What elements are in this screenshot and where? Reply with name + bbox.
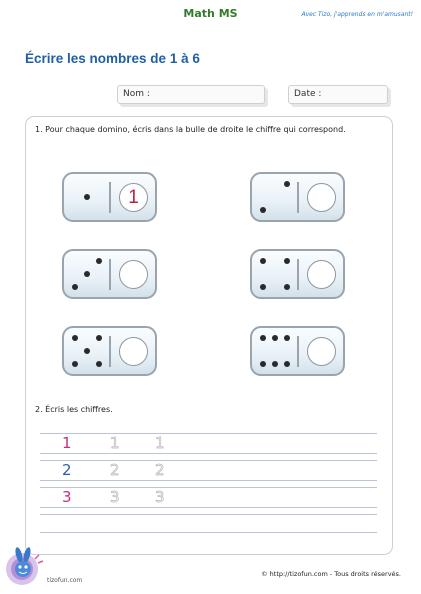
writing-line — [40, 453, 377, 454]
answer-bubble[interactable] — [307, 183, 336, 212]
writing-line — [40, 532, 377, 533]
domino-pip — [260, 361, 266, 367]
exercise2-instruction: 2. Écris les chiffres. — [35, 405, 113, 414]
date-label: Date : — [294, 89, 322, 99]
domino-pip — [72, 335, 78, 341]
domino-pip — [284, 258, 290, 264]
domino-pip — [84, 271, 90, 277]
writing-line — [40, 514, 377, 515]
trace-digit[interactable]: 1 — [110, 434, 120, 452]
domino-1 — [62, 172, 157, 222]
trace-digit[interactable]: 2 — [155, 461, 165, 479]
writing-line — [40, 460, 377, 461]
domino-separator — [109, 182, 111, 213]
model-digit: 3 — [62, 488, 72, 506]
domino-pip — [84, 194, 90, 200]
domino-separator — [297, 182, 299, 213]
domino-pip — [96, 258, 102, 264]
domino-pip — [72, 284, 78, 290]
domino-3 — [62, 249, 157, 299]
domino-pip — [96, 335, 102, 341]
domino-2 — [250, 172, 345, 222]
domino-separator — [109, 259, 111, 290]
domino-pip — [284, 335, 290, 341]
answer-bubble[interactable]: 1 — [119, 183, 148, 212]
trace-digit[interactable]: 2 — [110, 461, 120, 479]
domino-pip — [260, 207, 266, 213]
domino-pip — [260, 284, 266, 290]
model-digit: 2 — [62, 461, 72, 479]
domino-6 — [250, 326, 345, 376]
model-digit: 1 — [62, 434, 72, 452]
domino-5 — [62, 326, 157, 376]
answer-bubble[interactable] — [119, 337, 148, 366]
name-label: Nom : — [123, 89, 150, 99]
domino-pip — [272, 335, 278, 341]
trace-digit[interactable]: 3 — [110, 488, 120, 506]
tizo-mascot-icon — [5, 547, 45, 587]
domino-pip — [84, 348, 90, 354]
domino-pip — [284, 361, 290, 367]
header-title: Math MS — [183, 7, 238, 20]
answer-bubble[interactable] — [307, 260, 336, 289]
header-tagline: Avec Tizo, j'apprends en m'amusant! — [301, 11, 413, 18]
domino-separator — [297, 336, 299, 367]
writing-line — [40, 480, 377, 481]
domino-pip — [260, 335, 266, 341]
domino-pip — [260, 258, 266, 264]
page-title: Écrire les nombres de 1 à 6 — [25, 51, 200, 66]
trace-digit[interactable]: 3 — [155, 488, 165, 506]
domino-pip — [284, 181, 290, 187]
domino-pip — [72, 361, 78, 367]
trace-digit[interactable]: 1 — [155, 434, 165, 452]
domino-pip — [272, 361, 278, 367]
writing-line — [40, 433, 377, 434]
domino-pip — [96, 361, 102, 367]
name-field[interactable] — [117, 85, 265, 104]
copyright: © http://tizofun.com - Tous droits réservés. — [261, 570, 401, 578]
writing-line — [40, 487, 377, 488]
domino-separator — [109, 336, 111, 367]
date-field[interactable] — [288, 85, 388, 104]
answer-bubble[interactable] — [307, 337, 336, 366]
domino-separator — [297, 259, 299, 290]
domino-pip — [284, 284, 290, 290]
writing-line — [40, 507, 377, 508]
logo-text: tizofun.com — [47, 577, 83, 584]
domino-4 — [250, 249, 345, 299]
answer-bubble[interactable] — [119, 260, 148, 289]
exercise1-instruction: 1. Pour chaque domino, écris dans la bulle de droite le chiffre qui correspond. — [35, 125, 346, 134]
